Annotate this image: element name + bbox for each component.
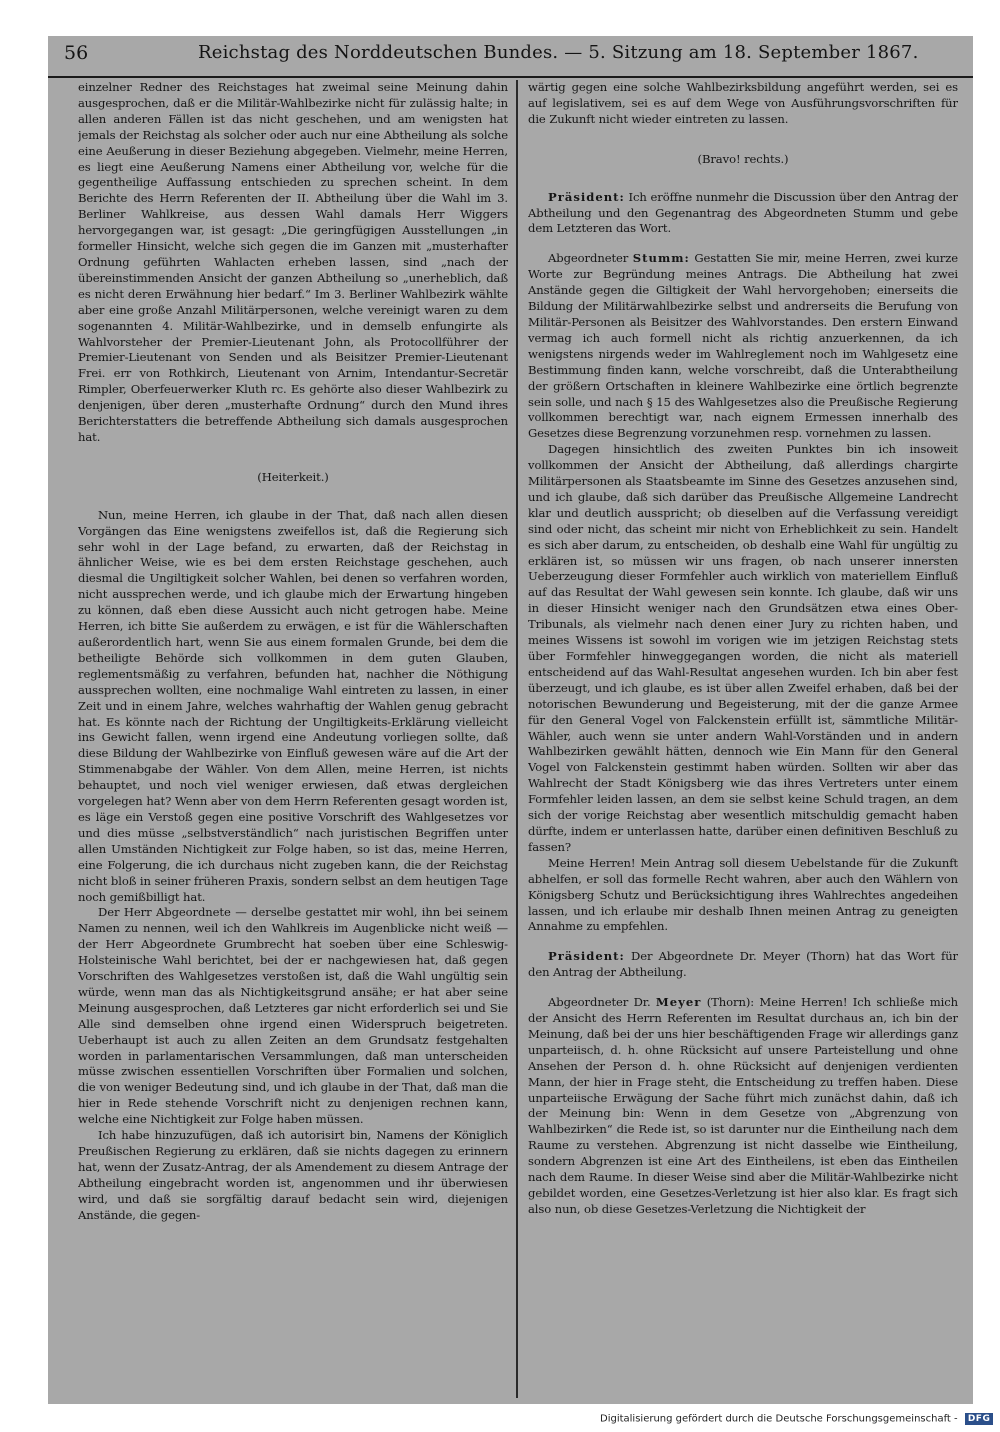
speaker-intro: Abgeordneter Dr. xyxy=(548,995,651,1010)
speech-paragraph xyxy=(528,949,958,981)
funding-notice xyxy=(600,1413,992,1427)
speech-paragraph xyxy=(528,190,958,238)
paragraph: Der Herr Abgeordnete — derselbe gestattet mir wohl, ihn bei seinem Namen zu nennen, weil ich den Wahlkreis im Augenblicke nicht weiß — der Herr Abgeordnete Grumbrecht hat soeben über eine Schleswig-Holsteinische Wahl berichtet, bei der er nachgewiesen hat, daß gegen Vorschriften des Wahlgesetzes verstoßen ist, daß die Wahl ungültig sein würde, wenn man das als Nichtigkeitsgrund ansähe; er hat aber seine Meinung ausgesprochen, daß Letzteres gar nicht erforderlich sei und Sie Alle sind demselben ohne irgend einen Widerspruch beigetreten. Ueberhaupt ist auch zu allen Zeiten an dem Grundsatz festgehalten worden in parlamentarischen Versammlungen, daß man unterscheiden müsse zwischen essentiellen Vorschriften über Formalien und solchen, die von weniger Bedeutung sind, und ich glaube in der That, daß man die hier in Rede stehende Vorschrift nicht zu denjenigen rechnen kann, welche eine Nichtigkeit zur Folge haben müssen. xyxy=(78,905,508,1127)
speech-text: Der Abgeordnete Dr. Meyer (Thorn) hat das Wort für den Antrag der Abtheilung. xyxy=(528,949,958,980)
stage-direction: (Heiterkeit.) xyxy=(257,469,329,484)
newspaper-page xyxy=(48,36,973,1404)
paragraph: Dagegen hinsichtlich des zweiten Punktes bin ich insoweit vollkommen der Ansicht der Abtheilung, daß allerdings chargirte Militärpersonen als Staatsbeamte im Sinne des Gesetzes anzusehen sind, und ich glaube, daß sich darüber das Preußische Allgemeine Landrecht klar und deutlich ausspricht; ob dieselben auf die Verfassung vereidigt sind oder nicht, das scheint mir nicht von Erheblichkeit zu sein. Handelt es sich aber darum, zu entscheiden, ob deshalb eine Wahl für ungültig zu erklären ist, so müssen wir uns fragen, ob nach unserer innersten Ueberzeugung dieser Formfehler auch wirklich von materiellem Einfluß auf das Resultat der Wahl gewesen sein konnte. Ich glaube, daß wir uns in dieser Hinsicht weniger nach den Grundsätzen etwa eines Ober-Tribunals, als vielmehr nach denen einer Jury zu richten haben, und meines Wissens ist sowohl im vorigen wie im jetzigen Reichstag stets über Formfehler hinweggegangen worden, die nicht als materiell entscheidend auf das Wahl-Resultat angesehen wurden. Ich bin aber fest überzeugt, und ich glaube, es ist über allen Zweifel erhaben, daß bei der notorischen Bewunderung und Begeisterung, mit der die ganze Armee für den General Vogel von Falckenstein erfüllt ist, sämmtliche Militär-Wähler, auch wenn sie unter andern Wahl-Vorständen und in andern Wahlbezirken gewählt hätten, dennoch wie Ein Mann für den General Vogel von Falckenstein gestimmt haben würden. Sollten wir aber das Wahlrecht der Stadt Königsberg wie das ihres Vertreters unter einem Formfehler leiden lassen, an dem sie selbst keine Schuld tragen, an dem sich der vorige Reichstag aber wesentlich mitschuldig gemacht haben dürfte, indem er unterlassen hatte, darüber einen definitiven Beschluß zu fassen? xyxy=(528,442,958,854)
paragraph: Ich habe hinzuzufügen, daß ich autorisirt bin, Namens der Königlich Preußischen Regierung zu erklären, daß sie nichts dagegen zu erinnern hat, wenn der Zusatz-Antrag, der als Amendement zu diesem Antrage der Abtheilung eingebracht worden ist, angenommen und ihr überwiesen wird, und daß sie sorgfältig darauf bedacht sein wird, diejenigen Anstände, die gegen- xyxy=(78,1128,508,1222)
speaker-intro: Abgeordneter xyxy=(548,251,629,266)
stage-direction: (Bravo! rechts.) xyxy=(697,151,789,166)
speech-paragraph xyxy=(528,251,958,442)
column-divider xyxy=(516,80,518,1398)
speech-text: Gestatten Sie mir, meine Herren, zwei kurze Worte zur Begründung meines Antrags. Die Abtheilung hat zwei Anstände gegen die Giltigkeit der Wahl hervorgehoben; einerseits die Bildung der Militärwahlbezirke selbst und andrerseits die Berufung von Militär-Personen als Beisitzer des Wahlvorstandes. Den erstern Einwand vermag ich auch formell nicht als richtig anzuerkennen, da ich wenigstens nirgends weder im Wahlreglement noch im Wahlgesetz eine Bestimmung finden kann, welche vorschreibt, daß die Unterabtheilung der größern Ortschaften in kleinere Wahlbezirke eine örtlich begrenzte sein solle, und nach § 15 des Wahlgesetzes also die Preußische Regierung vollkommen berechtigt war, nach eignem Ermessen innerhalb des Gesetzes diese Begrenzung vorzunehmen resp. vornehmen zu lassen. xyxy=(528,251,958,441)
paragraph: wärtig gegen eine solche Wahlbezirksbildung angeführt werden, sei es auf legislativem, sei es auf dem Wege von Ausführungsvorschriften für die Zukunft nicht wieder eintreten zu lassen. xyxy=(528,80,958,126)
funding-text: Digitalisierung gefördert durch die Deutsche Forschungsgemeinschaft - xyxy=(600,1413,958,1425)
speech-text: (Thorn): Meine Herren! Ich schließe mich der Ansicht des Herrn Referenten im Resultat durchaus an, ich bin der Meinung, daß bei der uns hier beschäftigenden Frage wir allerdings ganz unparteiisch, d. h. ohne Rücksicht auf unsere Parteistellung und ohne Ansehen der Person d. h. ohne Rücksicht auf denjenigen verdienten Mann, der hier in Frage steht, die Entscheidung zu treffen haben. Diese unparteiische Erwägung der Sache führt mich zunächst dahin, daß ich der Meinung bin: Wenn in dem Gesetze von „Abgrenzung von Wahlbezirken“ die Rede ist, so ist darunter nur die Eintheilung nach dem Raume zu verstehen. Abgrenzung ist nicht dasselbe wie Eintheilung, sondern Abgrenzen ist eine Art des Eintheilens, ist eben das Eintheilen nach dem Raume. In dieser Weise sind aber die Militär-Wahlbezirke nicht gebildet worden, eine Gesetzes-Verletzung ist hier also klar. Es fragt sich also nun, ob diese Gesetzes-Verletzung die Nichtigkeit der xyxy=(528,995,958,1216)
speech-paragraph xyxy=(528,995,958,1218)
dfg-logo: DFG xyxy=(965,1413,994,1425)
page-number: 56 xyxy=(64,42,89,64)
page-header xyxy=(48,36,973,78)
right-column xyxy=(528,80,958,1398)
paragraph: Nun, meine Herren, ich glaube in der That, daß nach allen diesen Vorgängen das Eine wenigstens zweifellos ist, daß die Regierung sich sehr wohl in der Lage befand, zu erwarten, daß der Reichstag in ähnlicher Weise, wie es bei dem ersten Reichstage geschehen, auch diesmal die Ungiltigkeit solcher Wahlen, bei denen so verfahren worden, nicht aussprechen werde, und ich glaube mich der Erwartung hingeben zu können, daß eben diese Aussicht auch nicht getrogen habe. Meine Herren, ich bitte Sie außerdem zu erwägen, e ist für die Wählerschaften außerordentlich hart, wenn Sie aus einem formalen Grunde, bei dem die betheiligte Behörde sich vollkommen in dem guten Glauben, reglementsmäßig zu verfahren, befunden hat, nachher die Nöthigung aussprechen wollten, eine nochmalige Wahl eintreten zu lassen, in einer Zeit und in einem Jahre, welches wahrhaftig der Wahlen genug gebracht hat. Es könnte nach der Richtung der Ungiltigkeits-Erklärung vielleicht ins Gewicht fallen, wenn irgend eine Andeutung vorliegen sollte, daß diese Bildung der Wahlbezirke von Einfluß gewesen wäre auf die Art der Stimmenabgabe der Wähler. Von dem Allen, meine Herren, ist nichts behauptet, und noch viel weniger erwiesen, daß etwas dergleichen vorgelegen hat? Wenn aber von dem Herrn Referenten gesagt worden ist, es läge ein Verstoß gegen eine positive Vorschrift des Wahlgesetzes vor und dies müsse „selbstverständlich“ nach juristischen Begriffen unter allen Umständen Nichtigkeit zur Folge haben, so ist das, meine Herren, eine Folgerung, die ich durchaus nicht zugeben kann, die der Reichstag nicht bloß in seiner früheren Praxis, sondern selbst an dem heutigen Tage noch gemißbilligt hat. xyxy=(78,507,508,904)
speaker-name: Meyer xyxy=(655,995,702,1010)
speaker-name: Präsident: xyxy=(548,189,625,204)
paragraph: einzelner Redner des Reichstages hat zweimal seine Meinung dahin ausgesprochen, daß er die Militär-Wahlbezirke nicht für zulässig halte; in allen anderen Fällen ist das nicht geschehen, und am wenigsten hat jemals der Reichstag als solcher oder auch nur eine Abtheilung als solche eine Aeußerung in dieser Beziehung abgegeben. Vielmehr, meine Herren, es liegt eine Aeußerung Namens einer Abtheilung vor, welche für die gegentheilige Auffassung entschieden zu sprechen scheint. In dem Berichte des Herrn Referenten der II. Abtheilung über die Wahl im 3. Berliner Wahlkreise, aus dessen Wahl damals Herr Wiggers hervorgegangen war, ist gesagt: „Die geringfügigen Ausstellungen „in formeller Hinsicht, welche sich gegen die im Ganzen mit „musterhafter Ordnung geführten Wahlacten erheben lassen, sind „nach der übereinstimmenden Ansicht der ganzen Abtheilung so „unerheblich, daß es nicht deren Erwähnung hier bedarf.“ Im 3. Berliner Wahlbezirk wählte aber eine große Anzahl Militärpersonen, welche vereinigt waren zu dem sogenannten 4. Militär-Wahlbezirke, und in demselb enfungirte als Wahlvorsteher der Premier-Lieutenant John, als Protocollführer der Premier-Lieutenant von Senden und als Beisitzer Premier-Lieutenant Frei. err von Rothkirch, Lieutenant von Arnim, Intendantur-Secretär Rimpler, Oberfeuerwerker Kluth rc. Es gehörte also dieser Wahlbezirk zu denjenigen, über deren „musterhafte Ordnung“ durch den Mund ihres Berichterstatters die betreffende Abtheilung sich damals ausgesprochen hat. xyxy=(78,80,508,444)
left-column xyxy=(78,80,508,1398)
running-title: Reichstag des Norddeutschen Bundes. — 5. Sitzung am 18. September 1867. xyxy=(198,42,919,63)
speaker-name: Stumm: xyxy=(632,251,690,266)
speaker-name: Präsident: xyxy=(548,949,625,964)
paragraph: Meine Herren! Mein Antrag soll diesem Uebelstande für die Zukunft abhelfen, er soll das formelle Recht wahren, aber auch den Wählern von Königsberg Schutz und Berücksichtigung ihres Wahlrechtes angedeihen lassen, und ich erlaube mir deshalb Ihnen meinen Antrag zu geneigten Annahme zu empfehlen. xyxy=(528,855,958,934)
speech-text: Ich eröffne nunmehr die Discussion über den Antrag der Abtheilung und den Gegenantrag des Abgeordneten Stumm und gebe dem Letzteren das Wort. xyxy=(528,189,958,236)
